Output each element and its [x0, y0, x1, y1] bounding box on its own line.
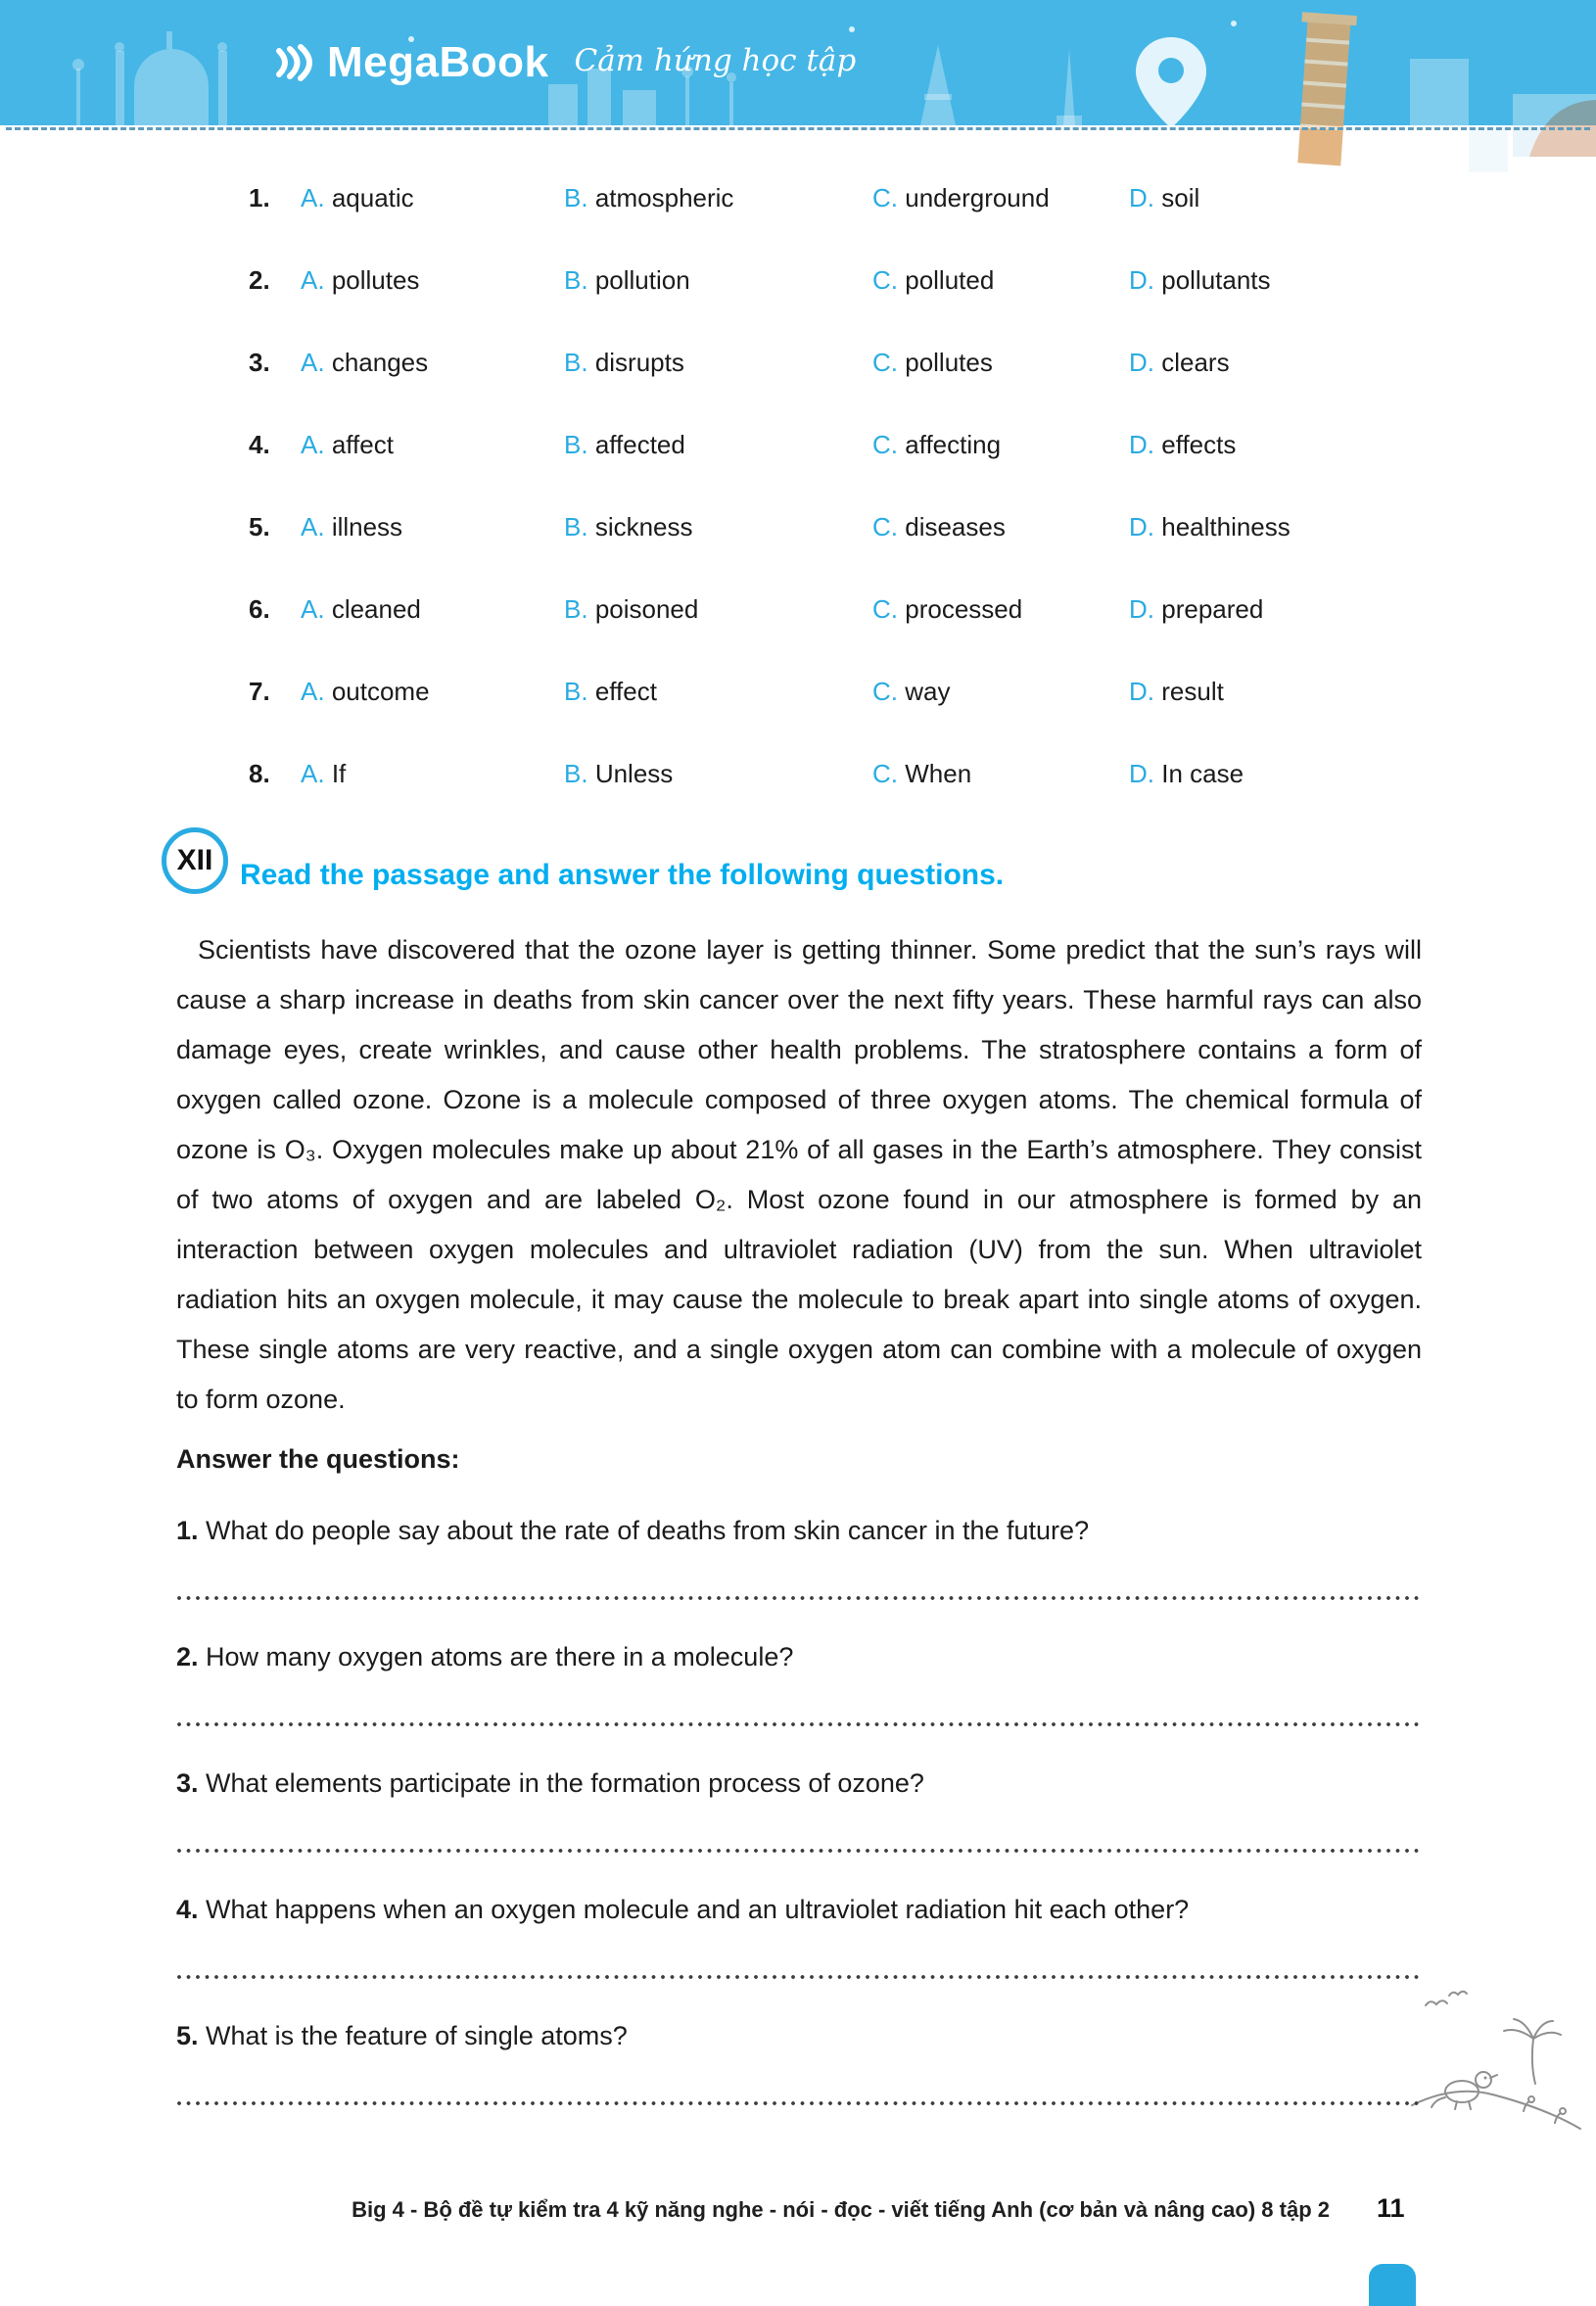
answer-question-number: 1.	[176, 1516, 199, 1545]
option-letter-b: B.	[564, 511, 588, 541]
option-a	[301, 265, 564, 296]
section-heading-row	[162, 827, 1422, 894]
option-d	[1129, 759, 1422, 789]
option-a	[301, 183, 564, 213]
option-text: affected	[594, 429, 685, 459]
option-letter-b: B.	[564, 758, 588, 788]
option-letter-b: B.	[564, 347, 588, 377]
option-text: pollutes	[331, 264, 420, 295]
option-a	[301, 430, 564, 460]
mcq-row-4	[249, 403, 1422, 486]
option-letter-a: A.	[301, 182, 325, 212]
option-text: clears	[1161, 347, 1230, 377]
option-text: prepared	[1161, 593, 1264, 624]
option-letter-b: B.	[564, 264, 588, 295]
option-letter-a: A.	[301, 347, 325, 377]
option-d	[1129, 677, 1422, 707]
option-text: effects	[1161, 429, 1237, 459]
option-text: underground	[905, 182, 1050, 212]
question-number: 2.	[249, 264, 270, 295]
option-d	[1129, 265, 1422, 296]
megabook-logo-icon	[272, 40, 317, 85]
dashed-divider	[6, 127, 1590, 130]
option-c	[872, 759, 1129, 789]
answer-question-text: What elements participate in the formation process of ozone?	[206, 1768, 924, 1798]
answer-question-text: How many oxygen atoms are there in a molecule?	[206, 1642, 794, 1671]
answer-question-text-row	[176, 1766, 1422, 1800]
answer-question-text: What do people say about the rate of deaths from skin cancer in the future?	[206, 1516, 1090, 1545]
option-letter-d: D.	[1129, 347, 1154, 377]
answer-question-text: What happens when an oxygen molecule and an ultraviolet radiation hit each other?	[206, 1895, 1190, 1924]
option-c	[872, 265, 1129, 296]
section-title: Read the passage and answer the following questions.	[240, 859, 1005, 891]
mcq-row-2	[249, 239, 1422, 321]
option-letter-c: C.	[872, 347, 898, 377]
answer-blank-line	[176, 1594, 1422, 1601]
multiple-choice-section	[249, 157, 1422, 815]
option-text: processed	[905, 593, 1023, 624]
section-badge	[162, 827, 228, 894]
option-text: soil	[1161, 182, 1200, 212]
option-b	[564, 512, 872, 542]
option-letter-c: C.	[872, 593, 898, 624]
option-letter-c: C.	[872, 676, 898, 706]
option-letter-b: B.	[564, 676, 588, 706]
option-text: changes	[331, 347, 429, 377]
answer-question-3	[176, 1766, 1422, 1854]
option-letter-c: C.	[872, 511, 898, 541]
option-c	[872, 512, 1129, 542]
mcq-row-1	[249, 157, 1422, 239]
option-letter-a: A.	[301, 511, 325, 541]
answer-question-1	[176, 1514, 1422, 1601]
option-letter-c: C.	[872, 758, 898, 788]
mcq-row-7	[249, 650, 1422, 732]
option-letter-d: D.	[1129, 593, 1154, 624]
option-text: result	[1161, 676, 1224, 706]
option-text: atmospheric	[594, 182, 734, 212]
passage-text: Scientists have discovered that the ozone layer is getting thinner. Some predict that the sun’s rays will cause a sharp increase in deaths from skin cancer over the next fifty years. These harmful rays can also damage eyes, create wrinkles, and cause other health problems. The stratosphere contains a form of oxygen called ozone. Ozone is a molecule composed of three oxygen atoms. The chemical formula of ozone is O₃. Oxygen molecules make up about 21% of all gases in the Earth’s atmosphere. They consist of two atoms of oxygen and are labeled O₂. Most ozone found in our atmosphere is formed by an interaction between oxygen molecules and ultraviolet radiation (UV) from the sun. When ultraviolet radiation hits an oxygen molecule, it may cause the molecule to break apart into single atoms of oxygen. These single atoms are very reactive, and a single oxygen atom can combine with a molecule of oxygen to form ozone.	[176, 935, 1422, 1414]
option-c	[872, 348, 1129, 378]
option-text: effect	[594, 676, 657, 706]
option-d	[1129, 430, 1422, 460]
option-text: poisoned	[594, 593, 699, 624]
option-text: pollutants	[1161, 264, 1271, 295]
header-banner	[0, 0, 1596, 137]
answer-question-text: What is the feature of single atoms?	[206, 2021, 628, 2050]
question-number: 8.	[249, 758, 270, 788]
option-b	[564, 265, 872, 296]
answer-question-number: 2.	[176, 1642, 199, 1671]
option-d	[1129, 512, 1422, 542]
option-text: In case	[1161, 758, 1244, 788]
option-text: diseases	[905, 511, 1006, 541]
page-number: 11	[1377, 2193, 1405, 2223]
option-text: affect	[331, 429, 394, 459]
answers-heading: Answer the questions:	[176, 1444, 460, 1474]
mcq-row-5	[249, 486, 1422, 568]
option-letter-c: C.	[872, 182, 898, 212]
option-b	[564, 594, 872, 625]
option-text: When	[905, 758, 972, 788]
option-c	[872, 677, 1129, 707]
option-letter-c: C.	[872, 429, 898, 459]
option-a	[301, 348, 564, 378]
option-letter-d: D.	[1129, 429, 1154, 459]
option-text: healthiness	[1161, 511, 1291, 541]
option-letter-b: B.	[564, 429, 588, 459]
page-content	[0, 157, 1596, 2106]
option-d	[1129, 348, 1422, 378]
answer-question-text-row	[176, 2019, 1422, 2052]
option-letter-d: D.	[1129, 182, 1154, 212]
question-number: 6.	[249, 593, 270, 624]
option-a	[301, 677, 564, 707]
option-letter-b: B.	[564, 593, 588, 624]
option-a	[301, 759, 564, 789]
option-text: If	[331, 758, 347, 788]
option-letter-a: A.	[301, 429, 325, 459]
option-b	[564, 348, 872, 378]
option-text: disrupts	[594, 347, 684, 377]
option-d	[1129, 594, 1422, 625]
footer-title: Big 4 - Bộ đề tự kiểm tra 4 kỹ năng nghe - nói - đọc - viết tiếng Anh (cơ bản và nâng cao) 8 tập 2	[352, 2197, 1330, 2222]
answer-question-5	[176, 2019, 1422, 2106]
option-text: sickness	[594, 511, 693, 541]
answer-question-text-row	[176, 1514, 1422, 1547]
answer-question-2	[176, 1640, 1422, 1727]
option-letter-a: A.	[301, 264, 325, 295]
question-number: 5.	[249, 511, 270, 541]
option-letter-d: D.	[1129, 758, 1154, 788]
brand-lockup	[272, 0, 856, 125]
option-a	[301, 594, 564, 625]
mcq-row-6	[249, 568, 1422, 650]
option-letter-a: A.	[301, 593, 325, 624]
option-c	[872, 183, 1129, 213]
option-text: way	[905, 676, 951, 706]
header-tagline: Cảm hứng học tập	[574, 43, 857, 78]
option-text: cleaned	[331, 593, 421, 624]
option-text: outcome	[331, 676, 430, 706]
answer-question-number: 4.	[176, 1895, 199, 1924]
option-letter-d: D.	[1129, 264, 1154, 295]
option-b	[564, 183, 872, 213]
option-b	[564, 759, 872, 789]
answer-blank-line	[176, 2099, 1422, 2106]
mcq-row-8	[249, 732, 1422, 815]
answer-question-text-row	[176, 1640, 1422, 1673]
option-c	[872, 594, 1129, 625]
option-letter-d: D.	[1129, 676, 1154, 706]
question-number: 4.	[249, 429, 270, 459]
mcq-row-3	[249, 321, 1422, 403]
answer-question-4	[176, 1893, 1422, 1980]
question-number: 1.	[249, 182, 270, 212]
option-text: pollution	[594, 264, 690, 295]
option-text: polluted	[905, 264, 995, 295]
answer-blank-line	[176, 1973, 1422, 1980]
option-letter-a: A.	[301, 758, 325, 788]
option-letter-d: D.	[1129, 511, 1154, 541]
answer-question-number: 5.	[176, 2021, 199, 2050]
option-text: illness	[331, 511, 403, 541]
option-d	[1129, 183, 1422, 213]
option-c	[872, 430, 1129, 460]
option-text: affecting	[905, 429, 1002, 459]
option-b	[564, 677, 872, 707]
question-number: 7.	[249, 676, 270, 706]
section-badge-label: XII	[176, 844, 213, 876]
option-letter-b: B.	[564, 182, 588, 212]
option-text: aquatic	[331, 182, 414, 212]
option-a	[301, 512, 564, 542]
option-b	[564, 430, 872, 460]
option-letter-c: C.	[872, 264, 898, 295]
option-text: Unless	[594, 758, 674, 788]
answer-blank-line	[176, 1847, 1422, 1854]
answer-question-text-row	[176, 1893, 1422, 1926]
answer-blank-line	[176, 1720, 1422, 1727]
corner-tab-decoration	[1369, 2264, 1416, 2306]
option-text: pollutes	[905, 347, 993, 377]
megabook-logo-text: MegaBook	[327, 38, 549, 86]
option-letter-a: A.	[301, 676, 325, 706]
answer-question-number: 3.	[176, 1768, 199, 1798]
question-number: 3.	[249, 347, 270, 377]
